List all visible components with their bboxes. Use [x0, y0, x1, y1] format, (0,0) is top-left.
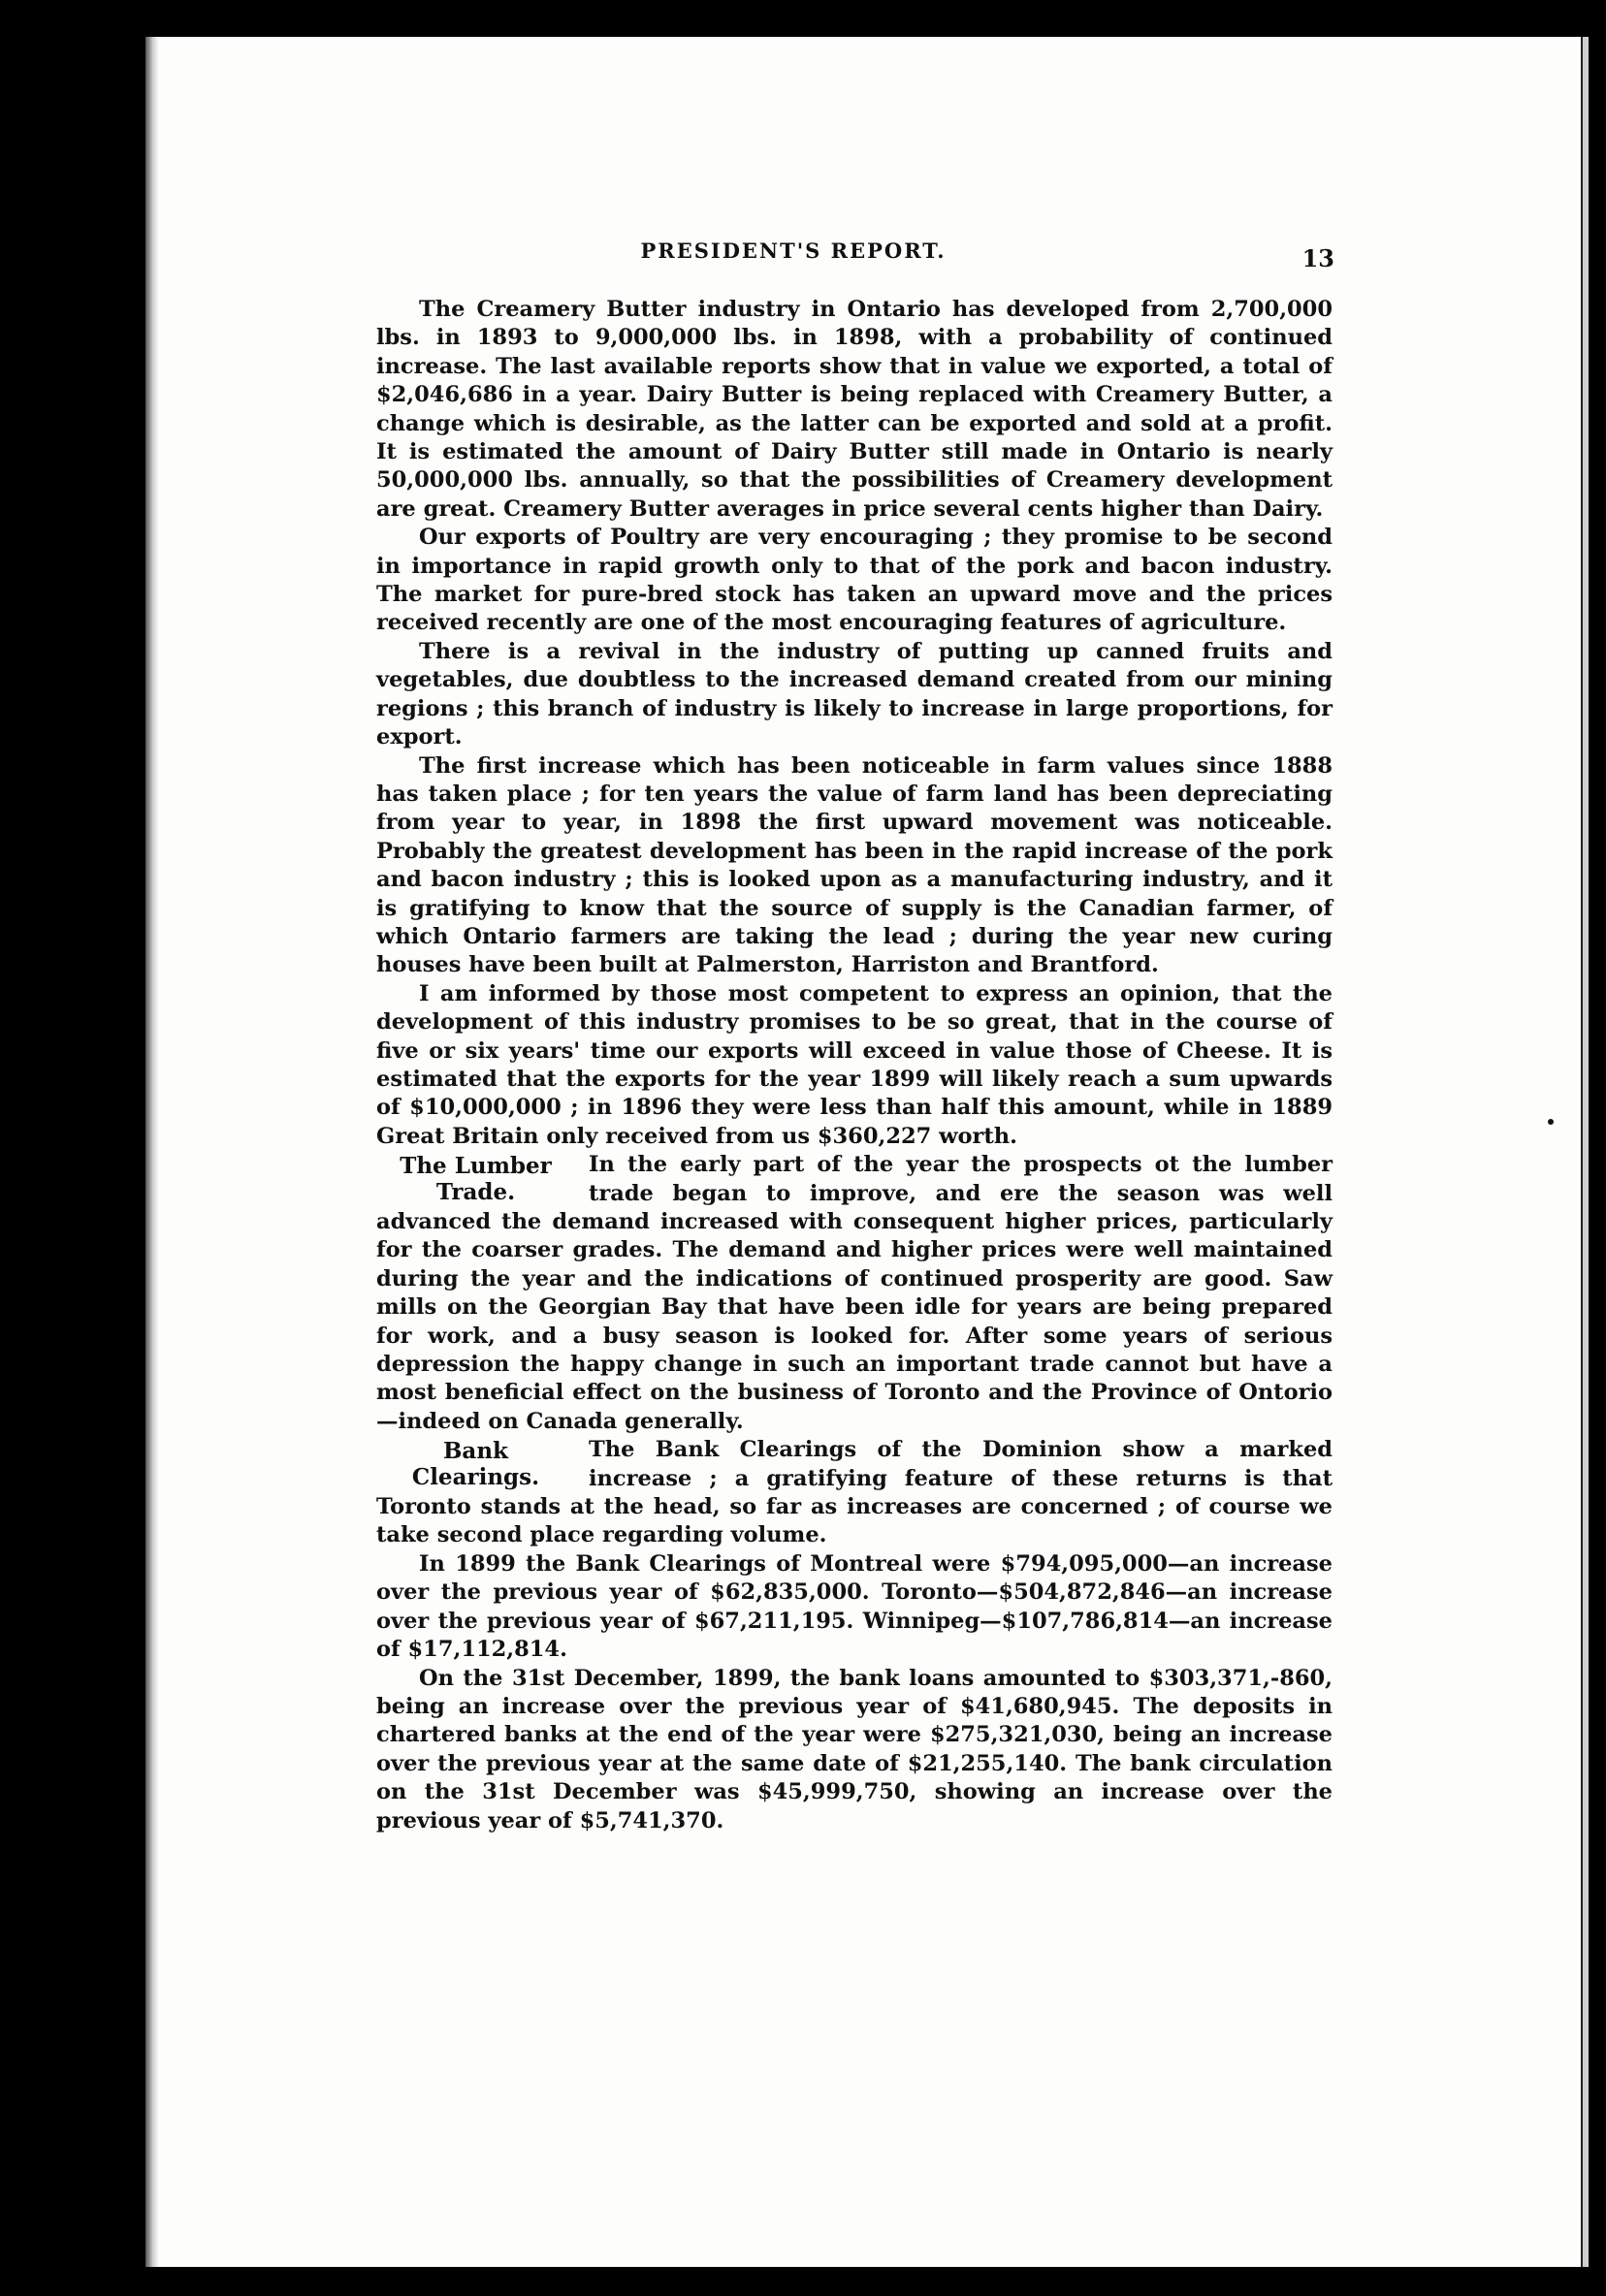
paragraph-creamery-butter: The Creamery Butter industry in Ontario has developed from 2,700,000 lbs. in 1893 to 9,000,000 lbs. in 1898, with a probability of continued increase. The last available reports show that in value we exported, a total of $2,046,686 in a year. Dairy Butter is being replaced with Creamery Butter, a change which is desirable, as the latter can be exported and sold at a profit. It is estimated the amount of Dairy Butter still made in Ontario is nearly 50,000,000 lbs. annually, so that the possibilities of Creamery development are great. Creamery Butter averages in price several cents higher than Dairy. — [376, 297, 1333, 522]
page-header — [242, 239, 1344, 277]
report-body — [376, 296, 1333, 1835]
sidenote-lumber-line1: The Lumber — [400, 1153, 552, 1180]
paragraph-canned-fruits: There is a revival in the industry of putting up canned fruits and vegetables, due doubtless to the increased demand created from our mining regions ; this branch of industry is likely to increase in large proportions, for export. — [376, 638, 1333, 750]
sidenote-bank-clearings — [376, 1438, 575, 1490]
sidenote-bank-line2: Clearings. — [411, 1464, 540, 1491]
ink-speck — [1548, 1119, 1554, 1125]
page-number: 13 — [1301, 244, 1334, 272]
paragraph-pork-exports: I am informed by those most competent to express an opinion, that the development of this industry promises to be so great, that in the course of five or six years' time our exports will exceed in value those of Cheese. It is estimated that the exports for the year 1899 will likely reach a sum upwards of $10,000,000 ; in 1896 they were less than half this amount, while in 1889 Great Britain only received from us $360,227 worth. — [376, 980, 1333, 1149]
paragraph-lumber-trade: In the early part of the year the prospects ot the lumber trade began to improve, and ere the season was well advanced the demand increased with consequent higher prices, particularly for the coarser grades. The demand and higher prices were well maintained during the year and the indications of continued prosperity are good. Saw mills on the Georgian Bay that have been idle for years are being prepared for work, and a busy season is looked for. After some years of serious depression the happy change in such an important trade cannot but have a most beneficial effect on the business of Toronto and the Province of Ontorio—indeed on Canada generally. — [376, 1152, 1333, 1434]
paragraph-bank-clearings: The Bank Clearings of the Dominion show a marked increase ; a gratifying feature of these returns is that Toronto stands at the head, so far as increases are concerned ; of course we take second place regarding volume. — [376, 1437, 1333, 1548]
paragraph-farm-values: The first increase which has been noticeable in farm values since 1888 has taken place ; for ten years the value of farm land has been depreciating from year to year, in 1898 the first upward movement was noticeable. Probably the greatest development has been in the rapid increase of the pork and bacon industry ; this is looked upon as a manufacturing industry, and it is gratifying to know that the source of supply is the Canadian farmer, of which Ontario farmers are taking the lead ; during the year new curing houses have been built at Palmerston, Harriston and Brantford. — [376, 752, 1333, 978]
sidenote-bank-line1: Bank — [442, 1438, 508, 1465]
sidenote-lumber-line2: Trade. — [435, 1179, 516, 1206]
paragraph-bank-loans: On the 31st December, 1899, the bank loans amounted to $303,371,-860, being an increase over the previous year of $41,680,945. The deposits in chartered banks at the end of the year were $275,321,030, being an increase over the previous year at the same date of $21,255,140. The bank circulation on the 31st December was $45,999,750, showing an increase over the previous year of $5,741,370. — [376, 1665, 1333, 1834]
page-edge — [1581, 37, 1589, 2267]
binding-shadow — [145, 37, 159, 2267]
paragraph-bank-clearings-cities: In 1899 the Bank Clearings of Montreal were $794,095,000—an increase over the previous year of $62,835,000. Toronto—$504,872,846—an increase over the previous year of $67,211,195. Winnipeg—$107,786,814—an increase of $17,112,814. — [376, 1550, 1333, 1663]
sidenote-lumber-trade — [376, 1153, 575, 1205]
paragraph-poultry: Our exports of Poultry are very encouraging ; they promise to be second in importance in rapid growth only to that of the pork and bacon industry. The market for pure-bred stock has taken an upward move and the prices received recently are one of the most encouraging features of agriculture. — [376, 525, 1333, 636]
running-head: PRESIDENT'S REPORT. — [640, 239, 947, 263]
